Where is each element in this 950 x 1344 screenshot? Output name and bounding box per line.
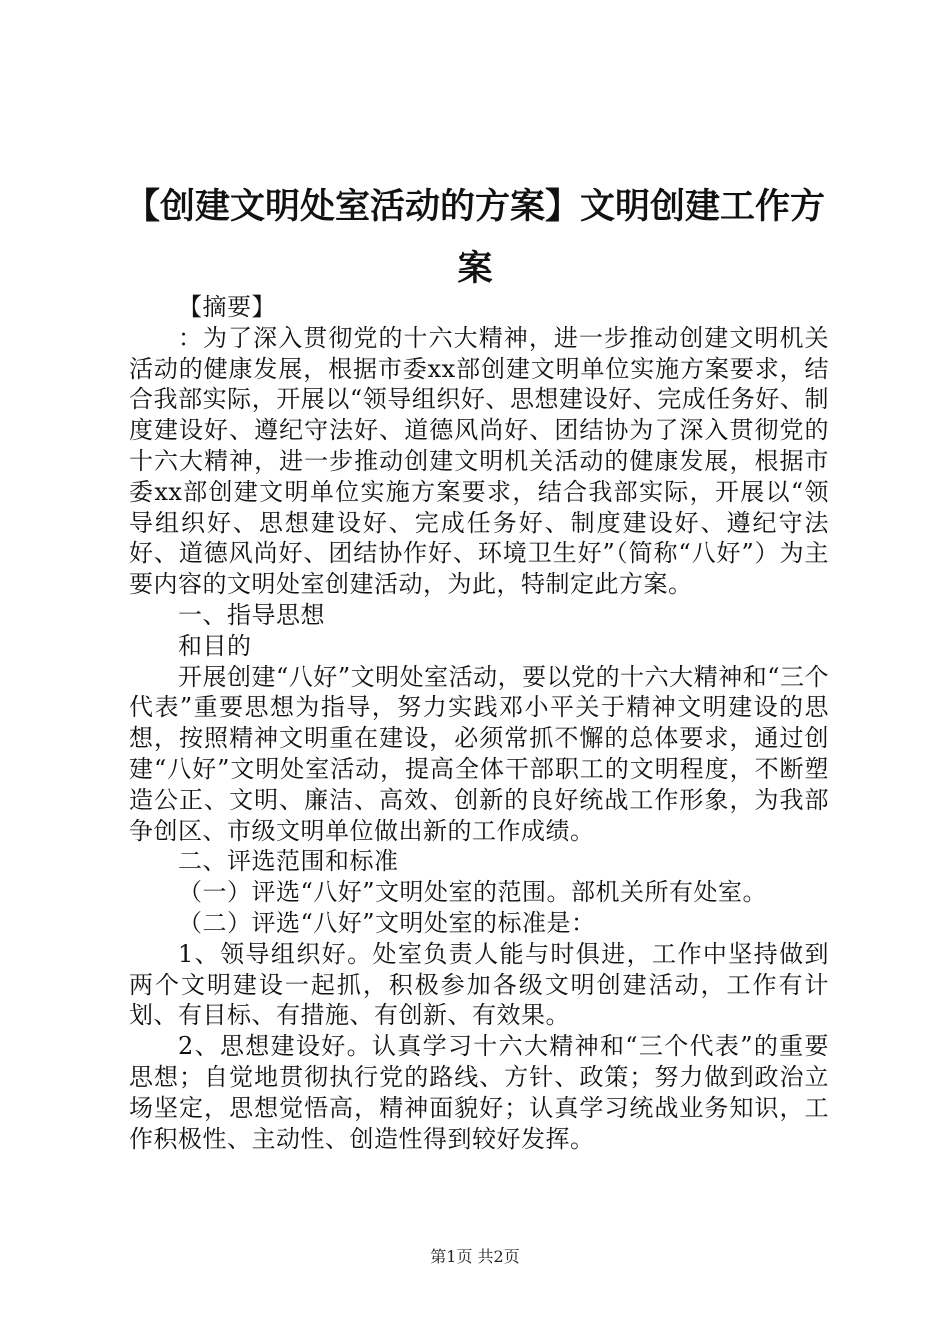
section-heading-1-cont: 和目的 bbox=[178, 631, 252, 660]
section-heading-1: 一、指导思想 bbox=[178, 600, 325, 629]
body-paragraph: 1、领导组织好。处室负责人能与时俱进，工作中坚持做到两个文明建设一起抓，积极参加各级文明创建活动，工作有计划、有目标、有措施、有创新、有效果。 bbox=[129, 939, 829, 1030]
abstract-paragraph: ：为了深入贯彻党的十六大精神，进一步推动创建文明机关活动的健康发展，根据市委xx部创建文明单位实施方案要求，结合我部实际，开展以“领导组织好、思想建设好、完成任务好、制度建设好、遵纪守法好、道德风尚好、团结协为了深入贯彻党的十六大精神，进一步推动创建文明机关活动的健康发展，根据市委xx部创建文明单位实施方案要求，结合我部实际，开展以“领导组织好、思想建设好、完成任务好、制度建设好、遵纪守法好、道德风尚好、团结协作好、环境卫生好”（简称“八好”）为主要内容的文明处室创建活动，为此，特制定此方案。 bbox=[129, 323, 829, 599]
body-paragraph: 2、思想建设好。认真学习十六大精神和“三个代表”的重要思想；自觉地贯彻执行党的路线、方针、政策；努力做到政治立场坚定，思想觉悟高，精神面貌好；认真学习统战业务知识，工作积极性、主动性、创造性得到较好发挥。 bbox=[129, 1032, 829, 1153]
document-title: 【创建文明处室活动的方案】文明创建工作方案 bbox=[124, 187, 825, 289]
abstract-label: 【摘要】 bbox=[178, 293, 276, 321]
page-footer: 第1页 共2页 bbox=[430, 1247, 520, 1266]
body-paragraph: （二）评选“八好”文明处室的标准是： bbox=[178, 908, 596, 937]
body-paragraph: 开展创建“八好”文明处室活动，要以党的十六大精神和“三个代表”重要思想为指导，努力实践邓小平关于精神文明建设的思想，按照精神文明重在建设，必须常抓不懈的总体要求，通过创建“八好”文明处室活动，提高全体干部职工的文明程度，不断塑造公正、文明、廉洁、高效、创新的良好统战工作形象，为我部争创区、市级文明单位做出新的工作成绩。 bbox=[129, 662, 829, 845]
section-heading-2: 二、评选范围和标准 bbox=[178, 847, 399, 876]
document-body bbox=[129, 292, 829, 1154]
body-paragraph: （一）评选“八好”文明处室的范围。部机关所有处室。 bbox=[178, 878, 768, 907]
